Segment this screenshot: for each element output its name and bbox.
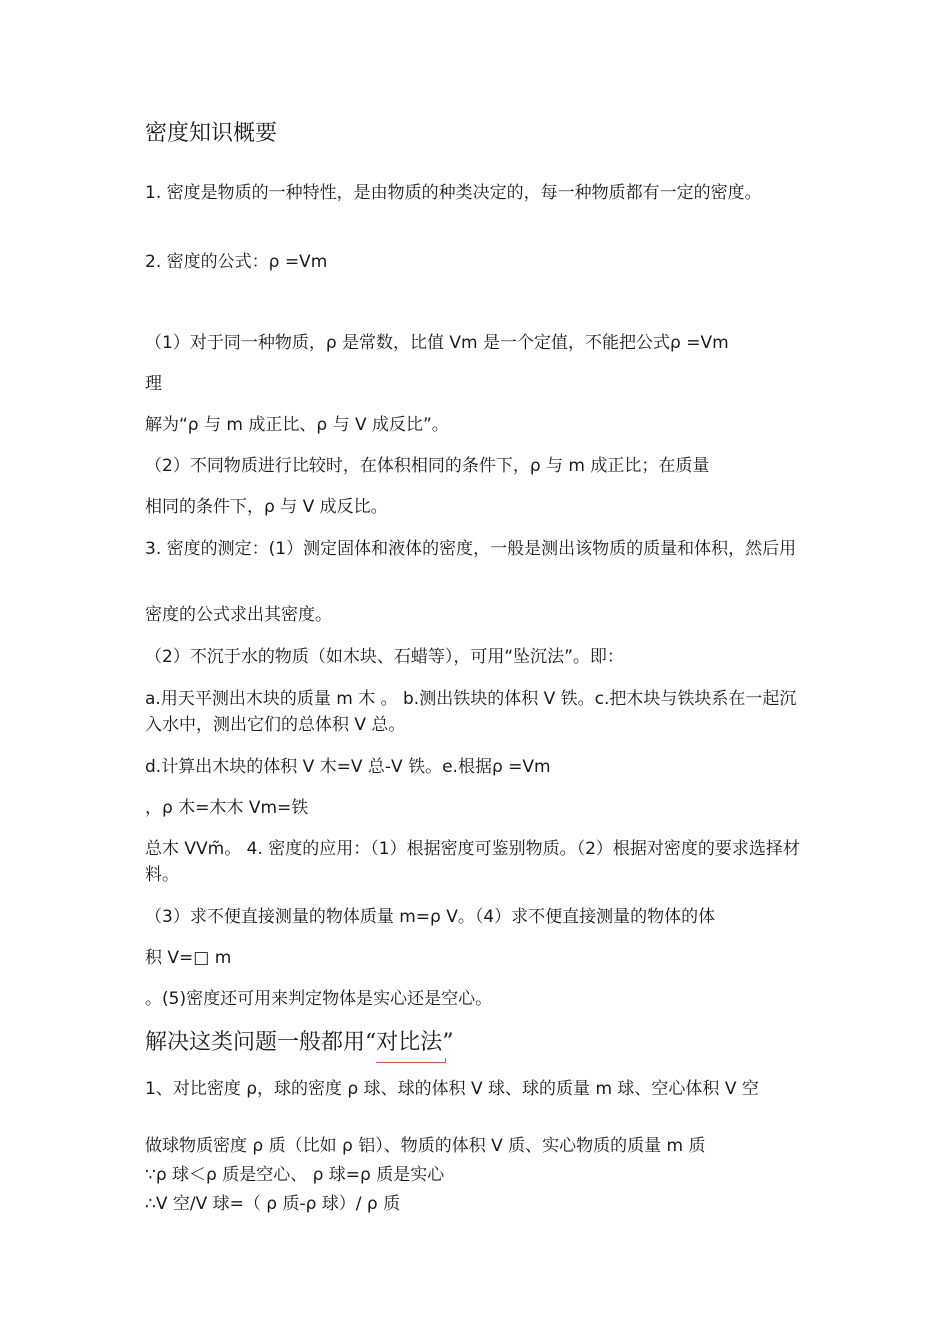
paragraph-8a: d.计算出木块的体积 V 木=V 总-V 铁。e.根据ρ =Vm xyxy=(145,757,551,777)
section-line-4: ∴V 空/V 球=（ ρ 质-ρ 球）/ ρ 质 xyxy=(145,1194,401,1214)
paragraph-3a: （1）对于同一种物质，ρ 是常数，比值 Vm 是一个定值，不能把公式ρ =Vm xyxy=(145,333,729,353)
paragraph-3b: 理 xyxy=(145,374,162,394)
paragraph-1: 1. 密度是物质的一种特性，是由物质的种类决定的，每一种物质都有一定的密度。 xyxy=(145,183,762,203)
paragraph-10a: （3）求不便直接测量的物体质量 m=ρ V。（4）求不便直接测量的物体的体 xyxy=(145,907,716,927)
paragraph-10b: 积 V=□ m xyxy=(145,948,232,968)
paragraph-5b: 密度的公式求出其密度。 xyxy=(145,605,332,625)
paragraph-10c: 。(5)密度还可用来判定物体是实心还是空心。 xyxy=(145,989,493,1009)
paragraph-9: 总木 VVm̃。 4. 密度的应用：（1）根据密度可鉴别物质。（2）根据对密度的要求选择材料。 xyxy=(145,839,800,885)
section-heading xyxy=(145,1029,454,1057)
paragraph-2-formula: 2. 密度的公式：ρ =Vm xyxy=(145,252,328,272)
paragraph-6: （2）不沉于水的物质（如木块、石蜡等），可用“坠沉法”。即： xyxy=(145,647,624,667)
section-line-1: 1、对比密度 ρ，球的密度 ρ 球、球的体积 V 球、球的质量 m 球、空心体积 V 空 xyxy=(145,1079,759,1099)
section-line-2: 做球物质密度 ρ 质（比如 ρ 铝）、物质的体积 V 质、实心物质的质量 m 质 xyxy=(145,1136,706,1156)
section-heading-prefix: 解决这类问题一般都用“ xyxy=(145,1030,377,1055)
section-heading-suffix: ” xyxy=(442,1030,454,1055)
paragraph-4b: 相同的条件下，ρ 与 V 成反比。 xyxy=(145,497,388,517)
section-heading-underlined: 对比法 xyxy=(376,1030,443,1055)
paragraph-3c: 解为“ρ 与 m 成正比、ρ 与 V 成反比”。 xyxy=(145,415,449,435)
document-title: 密度知识概要 xyxy=(145,121,278,146)
paragraph-4a: （2）不同物质进行比较时，在体积相同的条件下，ρ 与 m 成正比；在质量 xyxy=(145,456,710,476)
paragraph-7: a.用天平测出木块的质量 m 木 。 b.测出铁块的体积 V 铁。c.把木块与铁块系在一起沉入水中，测出它们的总体积 V 总。 xyxy=(145,689,797,735)
paragraph-5a: 3. 密度的测定：(1）测定固体和液体的密度，一般是测出该物质的质量和体积，然后用 xyxy=(145,539,797,559)
section-line-3: ∵ρ 球＜ρ 质是空心、 ρ 球=ρ 质是实心 xyxy=(145,1165,445,1185)
paragraph-8b: ，ρ 木=木木 Vm=铁 xyxy=(145,798,309,818)
